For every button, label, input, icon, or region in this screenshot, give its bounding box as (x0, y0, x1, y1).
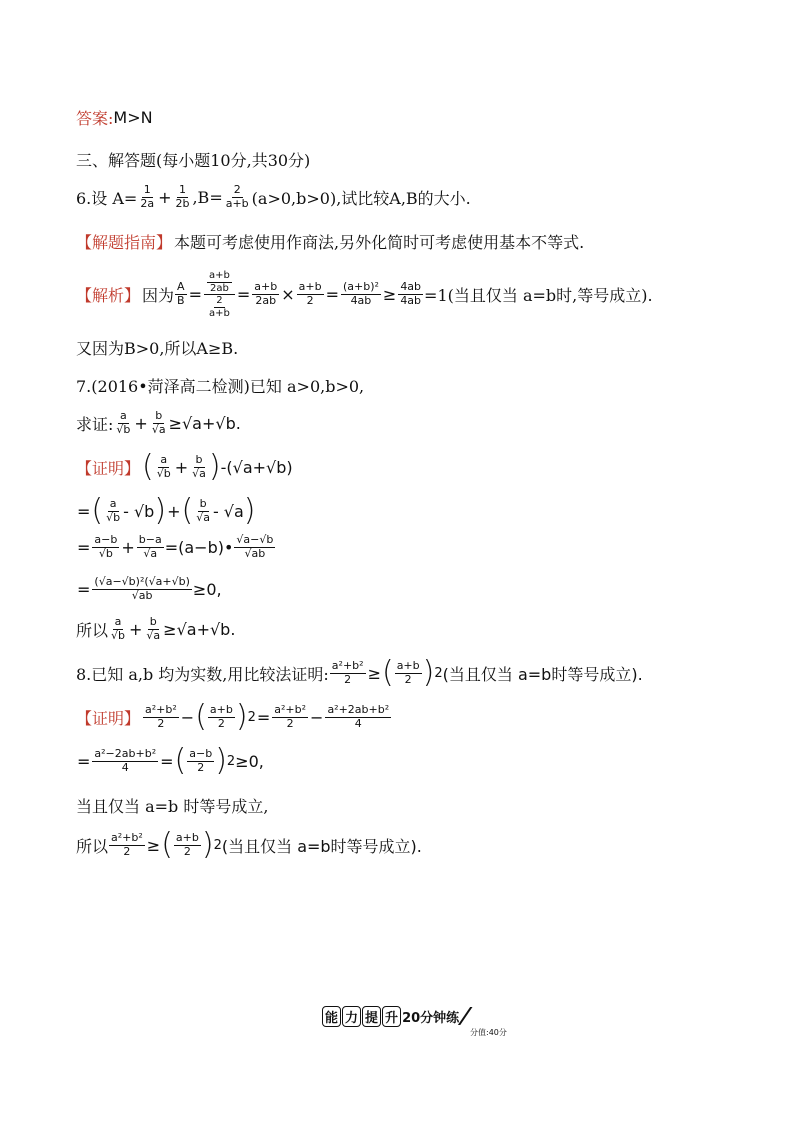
fraction: $\frac{\text{a²+b²}}{2}$ (145, 702, 177, 730)
q8-tail: (当且仅当 a=b时等号成立). (442, 664, 643, 684)
q6-b-label: ,B= (192, 187, 223, 207)
q6-guide (76, 230, 584, 253)
fraction: $\frac{a+b}{2}$ (396, 658, 420, 686)
question-6: 6.设 A= $\frac{1}{2a}$ + $\frac{1}{2b}$ ,B= $\frac{2}{a+b}$ (a>0,b>0),试比较A,B的大小. (76, 183, 471, 210)
q6-number: 6.设 A= (76, 188, 138, 208)
fraction: $\frac{\text{a²+b²}}{2}$ (331, 658, 364, 686)
exponent: 2 (213, 837, 222, 853)
fraction: $\frac{b}{√a}$ (146, 615, 161, 642)
step3-mid: =(a−b)• (164, 537, 234, 557)
q7-prove: 求证: $\frac{a}{√b}$ + $\frac{b}{√a}$ ≥√a+√b. (76, 409, 241, 436)
q7-proof-step3: = $\frac{a-b}{√b}$ + $\frac{b-a}{√a}$ =(a−b)• $\frac{√a-√b}{√ab}$ (77, 533, 274, 560)
badge-char: 提 (362, 1006, 381, 1027)
step2-mid: - √b (123, 501, 155, 521)
fraction: $\frac{a+b}{2}$ (175, 830, 199, 858)
section-title: 三、解答题(每小题10分,共30分) (76, 151, 311, 170)
q7-rhs: ≥√a+√b. (168, 413, 241, 433)
fraction: $\frac{a}{√b}$ (106, 496, 121, 524)
proof-tag: 【证明】 (76, 458, 141, 478)
fraction: $\frac{1}{2a}$ (140, 183, 155, 210)
q8-condition (76, 794, 268, 817)
guide-text: 本题可考虑使用作商法,另外化简时可考虑使用基本不等式. (174, 233, 585, 252)
proof-tag: 【证明】 (76, 708, 141, 728)
badge-char: 升 (382, 1006, 401, 1027)
fraction: $\frac{\text{(a+b)²}}{4ab}$ (342, 280, 379, 307)
conclusion-text: 又因为B>0,所以A≥B. (76, 339, 239, 358)
q7-header: 7.(2016•菏泽高二检测)已知 a>0,b>0, (76, 377, 365, 396)
prove-label: 求证: (76, 414, 114, 434)
fraction: $\frac{a}{√b}$ (111, 615, 126, 642)
so-tail: (当且仅当 a=b时等号成立). (221, 836, 422, 856)
q8-proof-step1: 【证明】 $\frac{\text{a²+b²}}{2}$ − ( $\frac{a+b}{2}$ ) 2 = $\frac{\text{a²+b²}}{2}$ − $\frac{\text{a²+2ab+b²}}{4}$ (76, 699, 390, 734)
badge-time: 20分钟练 (402, 1011, 460, 1026)
q8-so: 所以 $\frac{\text{a²+b²}}{2}$ ≥ ( $\frac{a+b}{2}$ ) 2 (当且仅当 a=b时等号成立). (76, 827, 422, 862)
condition-text: 当且仅当 a=b 时等号成立, (76, 797, 269, 816)
q6-conclusion (76, 336, 238, 359)
q7-proof-step2: = ( $\frac{a}{√b}$ - √b ) + ( $\frac{b}{√a}$ - √a ) (77, 493, 256, 528)
so-label: 所以 (76, 836, 109, 856)
q7-proof-step4: = $\frac{\text{(√a−√b)²(√a+√b)}}{√ab}$ ≥0, (77, 575, 222, 602)
so-tail: ≥√a+√b. (163, 619, 236, 639)
step2-mid2: - √a (212, 501, 244, 521)
fraction: $\frac{\text{a²+b²}}{2}$ (111, 830, 143, 858)
slash-icon: / (456, 1004, 474, 1029)
fraction: $\frac{\text{a²+b²}}{2}$ (274, 702, 307, 730)
answer-label: 答案: (76, 109, 114, 128)
badge-char: 力 (342, 1006, 361, 1027)
fraction: $\frac{\text{a²−2ab+b²}}{4}$ (94, 746, 157, 774)
so-label: 所以 (76, 620, 109, 640)
compound-fraction: $\frac{\frac{a+b}{2ab}}{\frac{2}{a+b}}$ (204, 270, 235, 319)
answer-line (76, 106, 153, 129)
analysis-tag: 【解析】 (76, 286, 141, 305)
fraction: $\frac{2}{a+b}$ (225, 183, 249, 210)
question-8: 8.已知 a,b 均为实数,用比较法证明: $\frac{\text{a²+b²}}{2}$ ≥ ( $\frac{a+b}{2}$ ) 2 (当且仅当 a=b时等号成立). (76, 655, 643, 690)
question-7 (76, 374, 364, 397)
step1-tail: -(√a+√b) (220, 457, 293, 477)
q8-proof-step2: = $\frac{\text{a²−2ab+b²}}{4}$ = ( $\frac{a-b}{2}$ ) 2 ≥0, (77, 743, 264, 778)
guide-tag: 【解题指南】 (76, 233, 173, 252)
ge-sign: ≥ (382, 285, 397, 304)
step4-tail: ≥0, (192, 579, 222, 599)
fraction: $\frac{a-b}{√b}$ (94, 533, 118, 560)
q7-proof-step1: 【证明】 ( $\frac{a}{√b}$ + $\frac{b}{√a}$ ) -(√a+√b) (76, 449, 293, 484)
fraction: $\frac{a+b}{2}$ (209, 702, 233, 730)
fraction: $\frac{a+b}{2}$ (298, 280, 322, 307)
fraction: $\frac{b}{√a}$ (192, 452, 206, 480)
fraction: $\frac{b}{√a}$ (151, 409, 166, 436)
fraction: $\frac{b-a}{√a}$ (138, 533, 162, 560)
q6-analysis: 【解析】 因为 $\frac{A}{B}$ = $\frac{\frac{a+b}{2ab}}{\frac{2}{a+b}}$ = $\frac{a+b}{2ab}$ × $\frac{a+b}{2}$ = $\frac{\text{(a+b)²}}{4ab}$ ≥ $\frac{4ab}{4ab}$ =1(当且仅当 a=b时,等号成立). (76, 270, 653, 319)
fraction: $\frac{a+b}{2ab}$ (254, 280, 278, 307)
fraction: $\frac{1}{2b}$ (175, 183, 190, 210)
fraction: $\frac{√a-√b}{√ab}$ (236, 533, 274, 560)
answer-value: M>N (113, 108, 153, 127)
analysis-end: =1(当且仅当 a=b时,等号成立). (424, 286, 653, 305)
times-sign: × (281, 285, 295, 304)
q6-tail: (a>0,b>0),试比较A,B的大小. (251, 188, 471, 208)
section-heading (76, 148, 310, 171)
fraction: $\frac{b}{√a}$ (196, 496, 210, 524)
exponent: 2 (434, 665, 443, 681)
q8-pre: 8.已知 a,b 均为实数,用比较法证明: (76, 664, 329, 684)
analysis-pre: 因为 (142, 286, 175, 305)
fraction: $\frac{a}{√b}$ (156, 452, 171, 480)
badge-char: 能 (322, 1006, 341, 1027)
ge-zero: ≥0, (235, 751, 264, 771)
q7-so: 所以 $\frac{a}{√b}$ + $\frac{b}{√a}$ ≥√a+√b. (76, 615, 236, 642)
fraction: $\frac{\text{(√a−√b)²(√a+√b)}}{√ab}$ (94, 575, 190, 602)
fraction: $\frac{a-b}{2}$ (189, 746, 213, 774)
fraction: $\frac{\text{a²+2ab+b²}}{4}$ (327, 702, 390, 730)
exponent: 2 (226, 753, 236, 769)
fraction: $\frac{A}{B}$ (177, 280, 185, 307)
fraction: $\frac{4ab}{4ab}$ (400, 280, 422, 307)
fraction: $\frac{a}{√b}$ (116, 409, 131, 436)
ability-badge (322, 1004, 474, 1029)
score-label: 分值:40分 (470, 1028, 507, 1037)
exponent: 2 (247, 709, 256, 725)
